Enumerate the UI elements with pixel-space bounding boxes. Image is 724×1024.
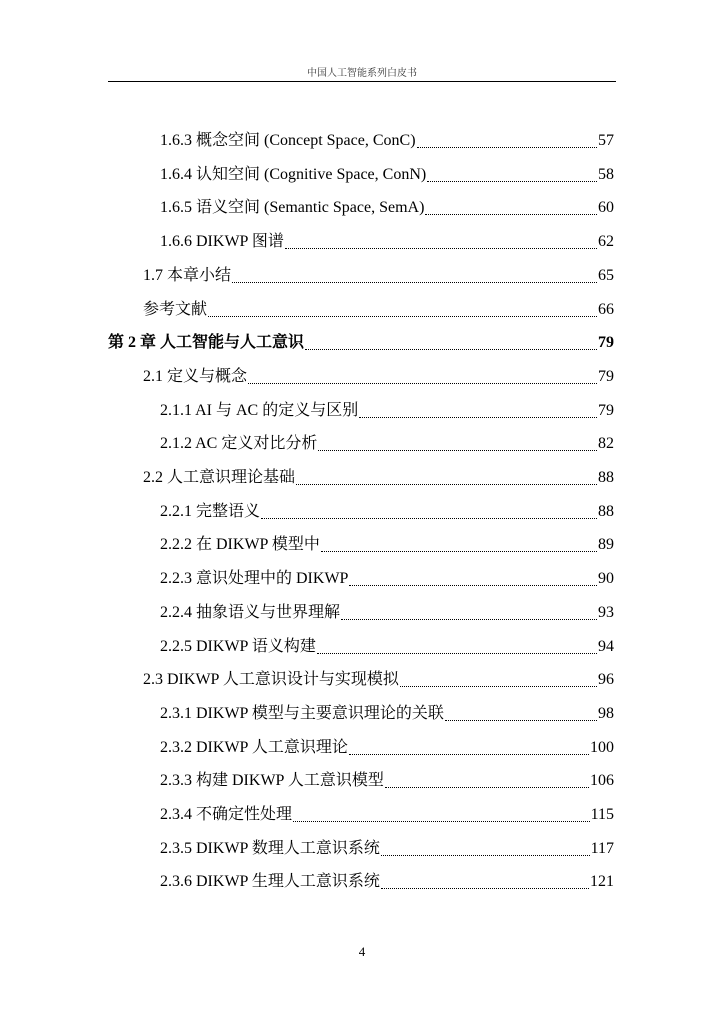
- toc-entry[interactable]: [160, 163, 614, 187]
- toc-entry[interactable]: [143, 466, 614, 490]
- toc-dot-leader: [296, 484, 597, 485]
- toc-entry-page: 88: [598, 503, 614, 520]
- toc-entry-label: 2.3.5 DIKWP 数理人工意识系统: [160, 840, 380, 857]
- toc-dot-leader: [417, 147, 597, 148]
- toc-entry[interactable]: [143, 365, 614, 389]
- toc-entry[interactable]: [160, 702, 614, 726]
- toc-entry-page: 93: [598, 604, 614, 621]
- toc-entry-label: 2.2 人工意识理论基础: [143, 469, 296, 486]
- toc-dot-leader: [305, 349, 597, 350]
- toc-chapter-entry[interactable]: [108, 331, 614, 355]
- toc-entry[interactable]: [160, 769, 614, 793]
- toc-dot-leader: [381, 855, 590, 856]
- toc-entry[interactable]: [160, 500, 614, 524]
- toc-entry[interactable]: [160, 803, 614, 827]
- toc-entry[interactable]: [160, 635, 614, 659]
- toc-entry-page: 65: [598, 267, 614, 284]
- toc-dot-leader: [232, 282, 597, 283]
- toc-entry-page: 66: [598, 301, 614, 318]
- toc-entry-label: 参考文献: [143, 301, 208, 318]
- toc-entry-page: 90: [598, 570, 614, 587]
- toc-entry-page: 82: [598, 435, 614, 452]
- toc-dot-leader: [321, 551, 597, 552]
- toc-entry-page: 121: [590, 873, 614, 890]
- toc-entry[interactable]: [160, 870, 614, 894]
- toc-entry-label: 2.1.1 AI 与 AC 的定义与区别: [160, 402, 359, 419]
- toc-dot-leader: [445, 720, 597, 721]
- toc-entry-label: 1.6.6 DIKWP 图谱: [160, 233, 284, 250]
- page-number: 4: [358, 944, 366, 959]
- toc-entry-page: 117: [590, 840, 614, 857]
- toc-dot-leader: [349, 585, 597, 586]
- toc-entry-page: 106: [590, 772, 614, 789]
- toc-entry[interactable]: [160, 399, 614, 423]
- toc-entry-page: 94: [598, 638, 614, 655]
- toc-entry-page: 79: [598, 334, 614, 351]
- toc-entry-label: 2.3 DIKWP 人工意识设计与实现模拟: [143, 671, 399, 688]
- toc-dot-leader: [427, 181, 597, 182]
- toc-entry-page: 58: [598, 166, 614, 183]
- toc-entry-label: 1.6.3 概念空间 (Concept Space, ConC): [160, 132, 416, 149]
- toc-dot-leader: [341, 619, 597, 620]
- toc-dot-leader: [400, 686, 597, 687]
- toc-dot-leader: [285, 248, 597, 249]
- toc-dot-leader: [293, 821, 590, 822]
- toc-entry[interactable]: [143, 668, 614, 692]
- toc-dot-leader: [425, 214, 597, 215]
- toc-entry-label: 1.7 本章小结: [143, 267, 232, 284]
- toc-dot-leader: [261, 518, 597, 519]
- toc-entry-page: 98: [598, 705, 614, 722]
- toc-dot-leader: [317, 653, 597, 654]
- toc-entry-page: 79: [598, 368, 614, 385]
- toc-dot-leader: [318, 450, 597, 451]
- toc-dot-leader: [359, 417, 597, 418]
- toc-entry[interactable]: [160, 129, 614, 153]
- toc-entry-page: 100: [590, 739, 614, 756]
- toc-entry[interactable]: [160, 601, 614, 625]
- toc-entry[interactable]: [143, 298, 614, 322]
- toc-entry-label: 2.3.6 DIKWP 生理人工意识系统: [160, 873, 380, 890]
- toc-entry-label: 2.2.4 抽象语义与世界理解: [160, 604, 341, 621]
- toc-entry-page: 88: [598, 469, 614, 486]
- toc-entry-page: 96: [598, 671, 614, 688]
- toc-entry-page: 57: [598, 132, 614, 149]
- toc-entry[interactable]: [160, 230, 614, 254]
- toc-entry-label: 2.2.5 DIKWP 语义构建: [160, 638, 316, 655]
- toc-entry-label: 2.1 定义与概念: [143, 368, 248, 385]
- toc-entry[interactable]: [160, 567, 614, 591]
- toc-entry[interactable]: [160, 736, 614, 760]
- toc-entry-label: 2.3.1 DIKWP 模型与主要意识理论的关联: [160, 705, 444, 722]
- toc-entry-page: 60: [598, 199, 614, 216]
- toc-entry[interactable]: [160, 196, 614, 220]
- toc-entry-page: 62: [598, 233, 614, 250]
- toc-entry-label: 2.1.2 AC 定义对比分析: [160, 435, 318, 452]
- toc-entry-label: 1.6.4 认知空间 (Cognitive Space, ConN): [160, 166, 427, 183]
- running-header: 中国人工智能系列白皮书: [307, 68, 417, 79]
- toc-entry-page: 79: [598, 402, 614, 419]
- toc-entry-label: 2.2.2 在 DIKWP 模型中: [160, 536, 320, 553]
- toc-entry[interactable]: [160, 533, 614, 557]
- toc-entry-label: 2.3.4 不确定性处理: [160, 806, 293, 823]
- toc-entry-page: 89: [598, 536, 614, 553]
- toc-entry-page: 115: [590, 806, 614, 823]
- toc-entry[interactable]: [160, 432, 614, 456]
- toc-dot-leader: [349, 754, 589, 755]
- toc-entry-label: 2.2.1 完整语义: [160, 503, 261, 520]
- toc-entry[interactable]: [143, 264, 614, 288]
- toc-entry-label: 2.2.3 意识处理中的 DIKWP: [160, 570, 349, 587]
- toc-entry-label: 第 2 章 人工智能与人工意识: [108, 334, 305, 351]
- toc-dot-leader: [385, 787, 589, 788]
- toc-entry-label: 2.3.2 DIKWP 人工意识理论: [160, 739, 348, 756]
- toc-dot-leader: [381, 888, 589, 889]
- toc-entry-label: 1.6.5 语义空间 (Semantic Space, SemA): [160, 199, 425, 216]
- toc-dot-leader: [208, 316, 597, 317]
- toc-entry-label: 2.3.3 构建 DIKWP 人工意识模型: [160, 772, 384, 789]
- toc-entry[interactable]: [160, 837, 614, 861]
- toc-dot-leader: [248, 383, 597, 384]
